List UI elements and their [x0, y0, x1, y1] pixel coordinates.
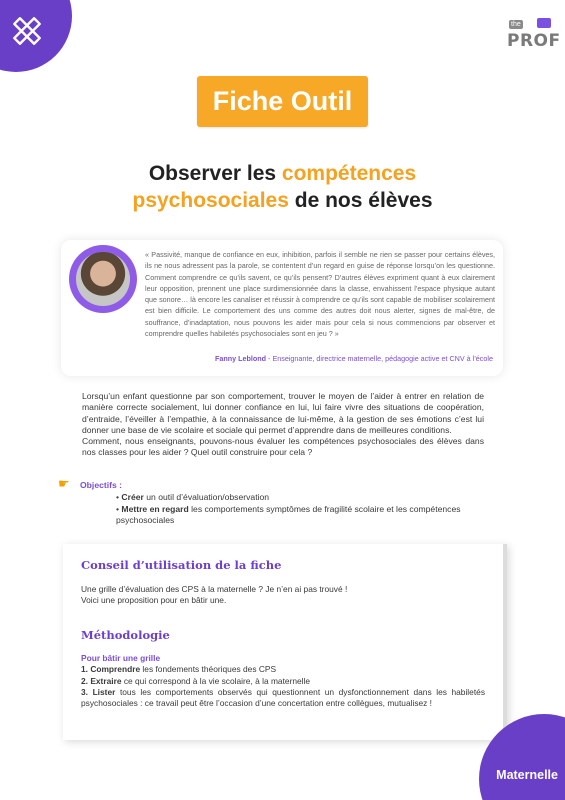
title-highlight2: psychosociales: [132, 189, 289, 212]
methodologie-title: Méthodologie: [81, 628, 170, 642]
fiche-outil-badge: Fiche Outil: [197, 76, 368, 127]
methodologie-text: [81, 653, 485, 709]
title-highlight1: compétences: [281, 162, 417, 185]
step-1-rest: les fondements théoriques des CPS: [140, 664, 277, 675]
conseil-title: Conseil d’utilisation de la fiche: [81, 558, 282, 572]
author-name: Fanny Leblond: [214, 354, 267, 363]
page-title: [80, 160, 485, 214]
step-1-num: 1.: [81, 664, 91, 675]
step-3: [81, 687, 485, 710]
pointing-hand-icon: ☛: [58, 476, 70, 491]
step-2-rest: ce qui correspond à la vie scolaire, à la maternelle: [121, 675, 311, 686]
intro-text: [82, 391, 484, 459]
objective-1-bold: Créer: [121, 492, 144, 502]
step-1-bold: Comprendre: [90, 664, 141, 675]
step-2-num: 2.: [81, 675, 91, 686]
camera-icon: [537, 18, 551, 28]
title-part2: de nos élèves: [288, 189, 433, 212]
card-side-bar: [503, 544, 507, 740]
logo-small-text: the: [511, 21, 521, 28]
corner-decoration-top-left: [0, 0, 72, 72]
objective-1-rest: un outil d’évaluation/observation: [143, 492, 270, 502]
step-3-rest: tous les comportements observés qui questionnent un dysfonctionnement dans les habiletés psychosociales : ce travail peut être l’occasion d’une concertation entre collègues, mutualisez !: [81, 686, 486, 709]
objective-2-rest: les comportements symptômes de fragilité scolaire et les compétences psychosociales: [116, 503, 461, 525]
quote-text: « Passivité, manque de confiance en eux, inhibition, parfois il semble ne rien se passer pour certains élèves, ils ne nous adressent pas la parole, se contentent d’un regard en guise de réponse lorsqu’on les questionne. Comment comprendre ce qu’ils savent, ce qu’ils pensent? D’autres élèves expriment quant à eux clairement leur opposition, prennent une place surdimensionnée dans la classe, envahissent l’espace physique autant que sonore… là encore les canaliser et réussir à comprendre ce qu’ils sont capable de mobiliser scolairement est bien difficile. Le comportement des uns comme des autres doit nous alerter, signes de mal-être, de souffrance, d’inadaptation, nous pouvons les aider mais pour cela si nous commencions par observer et comprendre quelles habiletés psychosociales sont en jeu ? »: [145, 250, 495, 339]
list-item: • Créer un outil d’évaluation/observation: [116, 492, 270, 502]
list-item: • Mettre en regard les comportements symptômes de fragilité scolaire et les compétences psychosociales: [116, 503, 461, 525]
conseil-line-1: Une grille d’évaluation des CPS à la maternelle ? Je n’en ai pas trouvé !: [81, 584, 348, 594]
step-1: [81, 664, 485, 675]
step-3-num: 3.: [81, 686, 93, 697]
intro-paragraph-2: Comment, nous enseignants, pouvons-nous évaluer les compétences psychosociales des élèves dans nos classes pour les aider ? Quel outil construire pour cela ?: [82, 436, 484, 458]
objective-2-bold: Mettre en regard: [121, 503, 189, 514]
title-part1: Observer les: [148, 162, 282, 185]
logo-main-text: PROF: [507, 31, 561, 51]
objectives-label: Objectifs :: [80, 480, 123, 490]
author-avatar: [76, 252, 130, 306]
step-2: [81, 676, 485, 687]
author-avatar-ring: [69, 245, 137, 313]
methodology-card: [63, 544, 507, 740]
pencil-ruler-icon: [10, 14, 44, 48]
intro-paragraph-1: Lorsqu’un enfant questionne par son comportement, trouver le moyen de l’aider à entrer en relation de manière correcte socialement, lui donner confiance en lui, lui faire vivre des situations de coopération, d’entraide, l’éveiller à l’empathie, à la connaissance de lui-même, à la gestion de ses émotions c’est lui donner une base de vie scolaire et sociale qui permet d’apprendre dans de meilleures conditions.: [82, 391, 484, 435]
theprof-logo: [507, 18, 561, 58]
methodologie-subtitle: Pour bâtir une grille: [81, 653, 161, 663]
author-role: - Enseignante, directrice maternelle, pédagogie active et CNV à l’école: [266, 354, 493, 363]
step-2-bold: Extraire: [90, 675, 122, 686]
level-label: Maternelle: [496, 768, 558, 782]
step-3-bold: Lister: [92, 686, 116, 697]
quote-author: [215, 354, 493, 363]
quote-card: [61, 240, 503, 376]
conseil-line-2: Voici une proposition pour en bâtir une.: [81, 595, 227, 606]
objectives-list: [116, 492, 498, 527]
conseil-text: [81, 584, 485, 607]
